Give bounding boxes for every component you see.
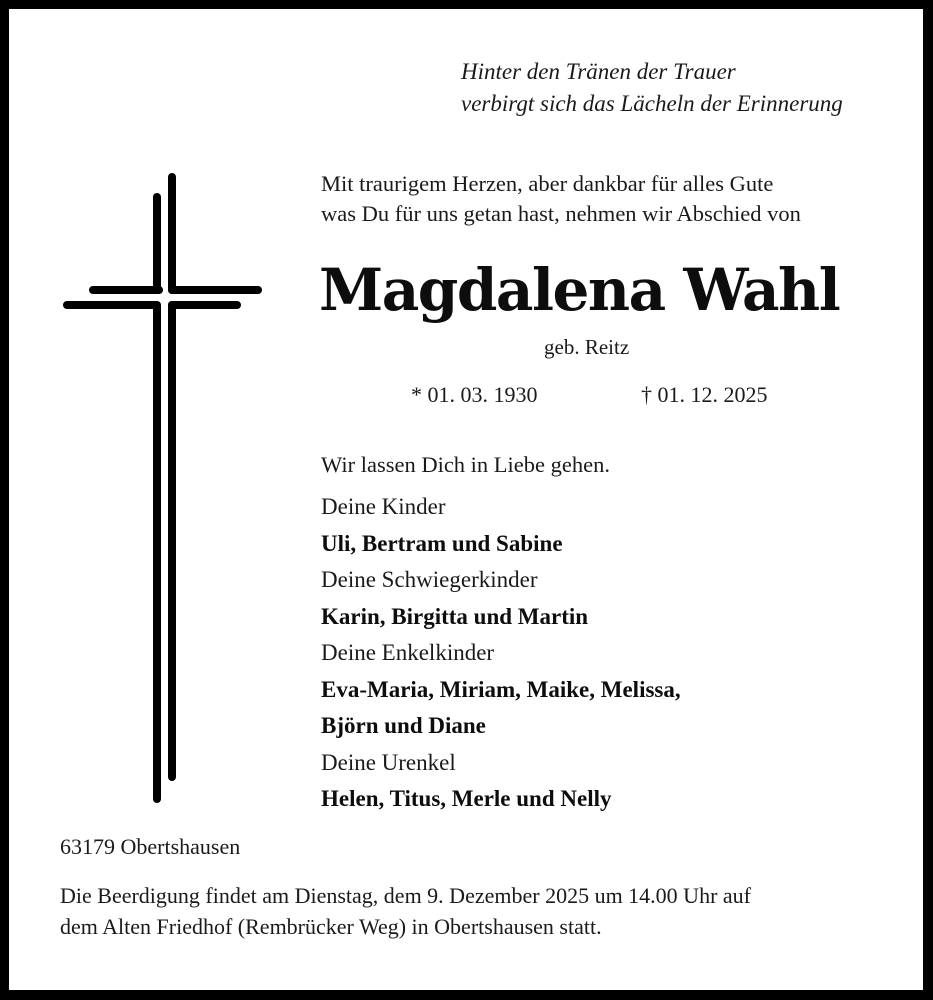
names-great-grandchildren: Helen, Titus, Merle und Nelly <box>321 786 612 811</box>
family-list <box>321 489 681 818</box>
funeral-line-2: dem Alten Friedhof (Rembrücker Weg) in Obertshausen statt. <box>60 914 602 939</box>
intro-line-1: Mit traurigem Herzen, aber dankbar für alles Gute <box>321 171 774 196</box>
motto-line-1: Hinter den Tränen der Trauer <box>461 59 736 84</box>
death-date: † 01. 12. 2025 <box>641 382 768 407</box>
relation-great-grandchildren: Deine Urenkel <box>321 749 456 775</box>
motto-line-2: verbirgt sich das Lächeln der Erinnerung <box>461 91 843 116</box>
maiden-name: geb. Reitz <box>544 335 630 359</box>
intro-line-2: was Du für uns getan hast, nehmen wir Abschied von <box>321 201 801 226</box>
motto-quote <box>461 56 843 120</box>
intro-text <box>321 169 801 229</box>
farewell-line: Wir lassen Dich in Liebe gehen. <box>321 452 610 477</box>
birth-date: * 01. 03. 1930 <box>411 382 538 407</box>
deceased-name: Magdalena Wahl <box>319 256 840 324</box>
relation-children: Deine Kinder <box>321 494 446 519</box>
funeral-line-1: Die Beerdigung findet am Dienstag, dem 9. Dezember 2025 um 14.00 Uhr auf <box>60 883 751 908</box>
relation-grandchildren: Deine Enkelkinder <box>321 640 495 665</box>
obituary-notice <box>9 9 923 990</box>
place-location: 63179 Obertshausen <box>60 834 241 859</box>
relation-children-in-law: Deine Schwiegerkinder <box>321 567 538 592</box>
names-children: Uli, Bertram und Sabine <box>321 530 563 556</box>
cross-icon <box>9 9 309 839</box>
names-grandchildren-1: Eva-Maria, Miriam, Maike, Melissa, <box>321 676 681 702</box>
names-grandchildren-2: Björn und Diane <box>321 713 486 738</box>
names-children-in-law: Karin, Birgitta und Martin <box>321 603 589 629</box>
funeral-info <box>60 880 751 942</box>
